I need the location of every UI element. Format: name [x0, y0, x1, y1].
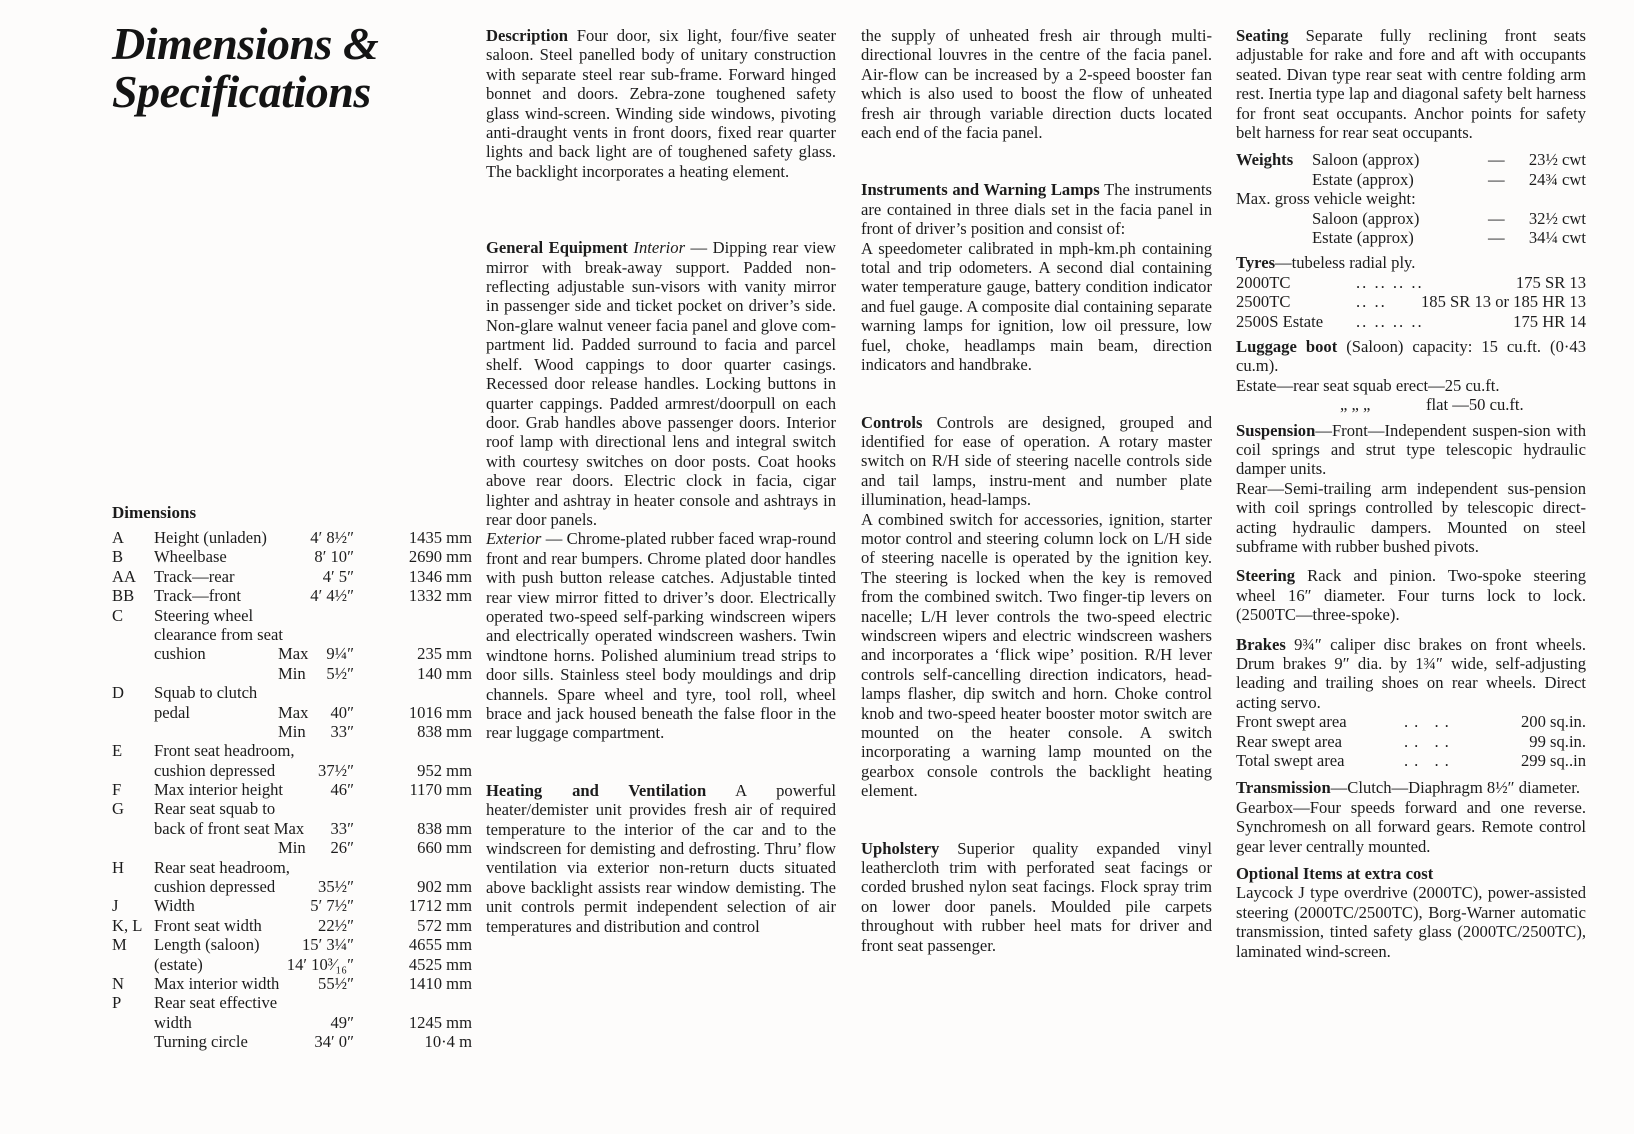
dimension-label: (estate)	[154, 954, 203, 974]
steering-text: Rack and pinion. Two-spoke steering wheel 16″ diameter. Four turns lock to lock. (2500TC—three-spoke).	[1236, 566, 1586, 625]
dimension-label: Length (saloon)	[154, 935, 260, 955]
dimension-label: Squab to clutch	[154, 683, 258, 703]
dimension-imperial: 35½″	[318, 877, 354, 897]
luggage-estate-erect: Estate—rear seat squab erect—25 cu.ft.	[1236, 375, 1500, 395]
dimension-label: cushion depressed	[154, 877, 276, 897]
general-equipment-section	[486, 238, 836, 743]
page-title	[112, 20, 432, 116]
dimension-row	[112, 896, 472, 915]
dimension-row	[112, 955, 472, 974]
dimension-row	[112, 993, 472, 1012]
brake-area-label: Front swept area	[1236, 712, 1347, 732]
dimension-label: Rear seat headroom,	[154, 857, 290, 877]
dimension-metric: 4525 mm	[408, 954, 472, 974]
brake-area-dots: .. ..	[1404, 751, 1455, 771]
weight-row	[1236, 209, 1586, 228]
dimension-code: G	[112, 799, 124, 819]
description-text: Four door, six light, four/five seater saloon. Steel panelled body of unitary construction with separate steel rear sub-frame. Forward hinged bonnet and doors. Zebra-zone toughened safety glass wind-screen. Winding side windows, pivoting anti-draught vents in front doors, fixed rear quarter lights and back light are of toughened safety glass. The backlight incorporates a heating element.	[486, 26, 836, 181]
tyre-size: 185 SR 13 or 185 HR 13	[1420, 292, 1586, 312]
interior-label: Interior	[633, 238, 686, 258]
dimension-metric: 952 mm	[417, 760, 472, 780]
luggage-text: (Saloon) capacity: 15 cu.ft. (0·43 cu.m).	[1236, 336, 1586, 376]
dimension-row	[112, 838, 472, 857]
column-1	[486, 26, 836, 936]
tyre-row	[1236, 292, 1586, 311]
controls-heading: Controls	[861, 412, 923, 432]
dimension-row	[112, 741, 472, 760]
weight-value: 32½ cwt	[1528, 208, 1586, 228]
weight-dash: —	[1488, 169, 1505, 189]
luggage-heading: Luggage boot	[1236, 336, 1338, 356]
dimension-label: width	[154, 1012, 192, 1032]
weight-row	[1236, 189, 1586, 208]
dimension-imperial: 33″	[330, 818, 354, 838]
dimension-imperial: 55½″	[318, 973, 354, 993]
title-line-1: Dimensions &	[112, 18, 379, 69]
dimension-code: N	[112, 973, 124, 993]
brake-area-row	[1236, 732, 1586, 751]
dimension-metric: 1016 mm	[408, 702, 472, 722]
transmission-gearbox: Gearbox—Four speeds forward and one reverse. Synchromesh on all forward gears. Remote control gear lever centrally mounted.	[1236, 797, 1586, 856]
weight-value: 34¼ cwt	[1528, 228, 1586, 247]
instruments-section	[861, 180, 1212, 374]
brake-area-dots: .. ..	[1404, 712, 1455, 732]
dimension-code: H	[112, 857, 124, 877]
suspension-section	[1236, 421, 1586, 557]
dimension-metric: 4655 mm	[408, 935, 472, 955]
brakes-section	[1236, 635, 1586, 713]
transmission-section	[1236, 778, 1586, 856]
weight-label: Saloon (approx)	[1312, 150, 1420, 170]
weight-value: 24¾ cwt	[1528, 169, 1586, 189]
dimension-imperial: 49″	[330, 1012, 354, 1032]
dimension-label: Rear seat effective	[154, 993, 278, 1013]
dimension-label: cushion depressed	[154, 760, 276, 780]
dimension-row	[112, 761, 472, 780]
dimension-code: J	[112, 896, 119, 916]
exterior-text: — Chrome-plated rubber faced wrap-round front and rear bumpers. Chrome plated door handles with push button release catches. Adjustable tinted rear view mirror fitted to driver’s door. Electrically operated two-speed self-parking windscreen wipers and electrically operated windscreen washers. Twin windtone horns. Polished aluminium tread strips to door sills. Stainless steel body mouldings and drip channels. Spare wheel and tyre, tool roll, wheel brace and jack housed beneath the false floor in the rear luggage compartment.	[486, 529, 836, 743]
dimension-sublabel: Max	[278, 644, 309, 664]
seating-heading: Seating	[1236, 26, 1289, 45]
column-2	[861, 26, 1212, 955]
dimension-metric: 838 mm	[417, 721, 472, 741]
dimension-row	[112, 703, 472, 722]
tyre-row	[1236, 312, 1586, 331]
dimension-imperial: 4′ 4½″	[310, 586, 354, 606]
tyre-size: 175 HR 14	[1513, 311, 1586, 331]
weight-row	[1236, 170, 1586, 189]
brake-area-value: 200 sq.in.	[1521, 712, 1586, 732]
heating-text: A powerful heater/demister unit provides fresh air of required temperature to the interior of the car and to the windscreen for demisting and defrosting. Thru’ flow ventilation via exterior non-return ducts situated above backlight assists rear window demisting. The unit controls permit independent selection of air temperatures and distribution and control	[486, 780, 836, 936]
weight-row	[1236, 150, 1586, 169]
dimension-label: Track—rear	[154, 566, 235, 586]
seating-section	[1236, 26, 1586, 142]
heating-heading: Heating and Ventilation	[486, 780, 707, 800]
weights-heading: Weights	[1236, 150, 1294, 170]
dimension-metric: 660 mm	[417, 838, 472, 858]
dimension-row	[112, 780, 472, 799]
weight-row	[1236, 228, 1586, 247]
luggage-estate-flat: flat —50 cu.ft.	[1426, 395, 1524, 415]
dimension-row	[112, 586, 472, 605]
tyres-section	[1236, 253, 1586, 331]
dimension-label: back of front seat Max	[154, 818, 305, 838]
dimension-imperial: 46″	[330, 780, 354, 800]
weight-label: Estate (approx)	[1312, 228, 1414, 247]
dimension-imperial: 14′ 10³⁄₁₆″	[286, 954, 354, 974]
weight-label: Max. gross vehicle weight:	[1236, 189, 1416, 209]
tyres-heading: Tyres	[1236, 253, 1276, 273]
tyre-dots: .. .. .. ..	[1356, 311, 1424, 331]
dimension-metric: 572 mm	[417, 915, 472, 935]
dimension-imperial: 34′ 0″	[314, 1032, 354, 1052]
dimension-code: E	[112, 741, 123, 761]
dimension-imperial: 9¼″	[326, 644, 354, 664]
dimension-row	[112, 877, 472, 896]
heating-continued: the supply of unheated fresh air through multi-directional louvres in the centre of the facia panel. Air-flow can be increased by a 2-speed booster fan which is also used to boost the flow of unheated fresh air through variable direction ducts located each end of the facia panel.	[861, 26, 1212, 143]
dimension-sublabel: Min	[278, 663, 306, 683]
weight-value: 23½ cwt	[1528, 150, 1586, 170]
dimension-row	[112, 722, 472, 741]
dimension-code: K, L	[112, 915, 143, 935]
dimensions-table	[112, 502, 472, 1052]
weight-dash: —	[1488, 208, 1505, 228]
transmission-clutch: —Clutch—Diaphragm 8½″ diameter.	[1330, 778, 1580, 798]
dimension-row	[112, 974, 472, 993]
tyre-dots: .. .. .. ..	[1356, 272, 1424, 292]
dimension-label: Wheelbase	[154, 547, 227, 567]
dimension-label: Turning circle	[154, 1032, 248, 1052]
dimension-imperial: 37½″	[318, 760, 354, 780]
controls-section	[861, 413, 1212, 801]
dimension-label: Max interior width	[154, 973, 280, 993]
suspension-front: —Front—Independent suspen-sion with coil springs and strut type telescopic hydraulic damper units.	[1236, 420, 1586, 479]
dimension-metric: 902 mm	[417, 877, 472, 897]
dimension-metric: 1170 mm	[409, 780, 472, 800]
steering-section	[1236, 566, 1586, 624]
optional-text: Laycock J type overdrive (2000TC), power-assisted steering (2000TC/2500TC), Borg-Warner automatic transmission, tinted safety glass (2000TC/2500TC), laminated wind-screen.	[1236, 883, 1586, 961]
tyres-intro: —tubeless radial ply.	[1275, 253, 1416, 273]
dimension-row	[112, 606, 472, 625]
steering-heading: Steering	[1236, 566, 1295, 586]
dimension-code: A	[112, 528, 124, 547]
suspension-rear: Rear—Semi-trailing arm independent sus-pension with coil springs controlled by telescopic direct-acting hydraulic dampers. Mounted on steel subframe with rubber bushed pivots.	[1236, 478, 1586, 556]
description-heading: Description	[486, 26, 569, 45]
weight-dash: —	[1488, 228, 1505, 247]
dimension-imperial: 4′ 5″	[322, 566, 354, 586]
dimension-label: Max interior height	[154, 780, 284, 800]
weight-label: Estate (approx)	[1312, 169, 1414, 189]
dimension-sublabel: Min	[278, 838, 306, 858]
tyre-size: 175 SR 13	[1515, 272, 1586, 292]
dimension-code: F	[112, 780, 122, 800]
instruments-heading: Instruments and Warning Lamps	[861, 180, 1100, 200]
heating-section	[486, 781, 836, 936]
luggage-ditto-marks: „ „ „	[1340, 395, 1371, 415]
dimension-imperial: 5′ 7½″	[310, 896, 354, 916]
dimensions-rows	[112, 528, 472, 1052]
dimension-imperial: 5½″	[326, 663, 354, 683]
dimension-metric: 235 mm	[417, 644, 472, 664]
dimension-imperial: 4′ 8½″	[310, 528, 354, 547]
dimension-metric: 1712 mm	[408, 896, 472, 916]
instruments-intro: The instruments are contained in three dials set in the facia panel in front of driver’s position and consist of:	[861, 180, 1212, 239]
upholstery-heading: Upholstery	[861, 838, 940, 858]
dimension-label: Steering wheel	[154, 605, 254, 625]
dimension-imperial: 8′ 10″	[314, 547, 354, 567]
dimension-imperial: 33″	[330, 721, 354, 741]
dimension-metric: 838 mm	[417, 818, 472, 838]
dimension-label: Front seat headroom,	[154, 741, 295, 761]
upholstery-text: Superior quality expanded vinyl leathercloth trim with perforated seat facings or corded brushed nylon seat facings. Flock spray trim on lower door panels. Moulded pile carpets throughout with rubber heel mats for driver and front seat passenger.	[861, 838, 1212, 955]
brake-area-label: Total swept area	[1236, 751, 1345, 771]
brake-area-dots: .. ..	[1404, 731, 1455, 751]
instruments-text: A speedometer calibrated in mph-km.ph containing total and trip odometers. A second dial containing water temperature gauge, battery condition indicator and fuel gauge. A composite dial containing separate warning lamps for ignition, low oil pressure, low fuel, choke, headlamps main beam, direction indicators and handbrake.	[861, 238, 1212, 375]
dimension-metric: 10·4 m	[424, 1032, 472, 1052]
controls-text: A combined switch for accessories, ignition, starter motor control and steering column lock on L/H side of steering nacelle is operated by the ignition key. The steering is locked when the key is removed from the combined switch. Two finger-tip levers on nacelle; L/H lever controls the two-speed electric windscreen wipers and electric windscreen washers and incorporates a ‘flick wipe’ position. R/H lever controls self-cancelling direction indicators, head-lamps flasher, dip switch and horn. Choke control knob and two-speed heater booster motor switch are mounted on the heater console. A switch incorporating a warning lamp mounted on the gearbox console controls the backlight heating element.	[861, 509, 1212, 801]
dimension-row	[112, 625, 472, 644]
interior-text: — Dipping rear view mirror with break-away support. Padded non-reflecting adjustable sun-visors with vanity mirror in passenger side and ticket pocket on driver’s side. Non-glare walnut veneer facia panel and glove com-partment lid. Padded surround to facia and parcel shelf. Wood cappings to door quarter casings. Recessed door release handles. Locking buttons in quarter cappings. Padded armrest/doorpull on each door. Grab handles above passenger doors. Interior roof lamp with directional lens and integral switch with courtesy switches on door posts. Coat hooks above rear doors. Electric clock in facia, cigar lighter and ashtray in heater console and ashtrays in rear door panels.	[486, 238, 836, 529]
dimension-metric: 1435 mm	[408, 528, 472, 547]
dimension-code: B	[112, 547, 124, 567]
weight-label: Saloon (approx)	[1312, 208, 1420, 228]
column-3	[1236, 26, 1586, 961]
dimension-code: M	[112, 935, 127, 955]
dimension-code: BB	[112, 586, 135, 606]
seating-text: Separate fully reclining front seats adjustable for rake and fore and aft with occupants seated. Divan type rear seat with centre folding arm rest. Inertia type lap and diagonal safety belt harness for front seat occupants. Anchor points for safety belt harness for rear seat occupants.	[1236, 26, 1587, 143]
dimension-label: Rear seat squab to	[154, 799, 276, 819]
dimension-metric: 2690 mm	[408, 547, 472, 567]
title-line-2: Specifications	[112, 66, 371, 117]
brake-area-row	[1236, 751, 1586, 770]
tyre-dots: .. ..	[1356, 292, 1387, 312]
tyre-row	[1236, 273, 1586, 292]
dimension-row	[112, 528, 472, 547]
dimension-row	[112, 935, 472, 954]
transmission-heading: Transmission	[1236, 778, 1331, 798]
brakes-heading: Brakes	[1236, 634, 1286, 654]
dimension-label: cushion	[154, 644, 206, 664]
general-equipment-heading: General Equipment	[486, 238, 628, 258]
dimension-row	[112, 683, 472, 702]
tyre-model: 2000TC	[1236, 272, 1291, 292]
dimension-sublabel: Max	[278, 702, 309, 722]
dimension-metric: 140 mm	[417, 663, 472, 683]
dimension-imperial: 15′ 3¼″	[301, 935, 354, 955]
dimension-label: pedal	[154, 702, 190, 722]
dimension-code: AA	[112, 566, 136, 586]
weights-section	[1236, 150, 1586, 247]
controls-intro: Controls are designed, grouped and identified for ease of operation. A rotary master switch on R/H side of steering nacelle controls side and tail lamps, instru-ment and number plate illumination, head-lamps.	[861, 412, 1213, 510]
optional-heading: Optional Items at extra cost	[1236, 864, 1434, 884]
dimension-row	[112, 547, 472, 566]
optional-section	[1236, 864, 1586, 961]
dimension-row	[112, 644, 472, 663]
dimension-code: D	[112, 683, 124, 703]
dimension-row	[112, 1032, 472, 1051]
weight-dash: —	[1488, 150, 1505, 170]
dimension-label: Track—front	[154, 586, 241, 606]
brake-area-label: Rear swept area	[1236, 731, 1342, 751]
dimension-sublabel: Min	[278, 721, 306, 741]
upholstery-section	[861, 839, 1212, 955]
brakes-text: 9¾″ caliper disc brakes on front wheels. Drum brakes 9″ dia. by 1¾″ wide, self-adjusting leading and trailing shoes on rear wheels. Direct acting servo.	[1236, 634, 1587, 712]
dimension-row	[112, 664, 472, 683]
dimension-metric: 1332 mm	[408, 586, 472, 606]
luggage-section	[1236, 337, 1586, 376]
dimension-row	[112, 819, 472, 838]
dimension-row	[112, 916, 472, 935]
dimension-metric: 1410 mm	[408, 973, 472, 993]
dimension-label: Width	[154, 896, 195, 916]
dimension-label: Front seat width	[154, 915, 262, 935]
dimension-row	[112, 567, 472, 586]
dimension-label: clearance from seat	[154, 624, 283, 644]
dimension-imperial: 26″	[330, 838, 354, 858]
suspension-heading: Suspension	[1236, 420, 1316, 440]
exterior-label: Exterior	[486, 529, 542, 549]
brake-area-row	[1236, 712, 1586, 731]
tyres-list	[1236, 273, 1586, 331]
dimension-metric: 1346 mm	[408, 566, 472, 586]
brake-area-value: 299 sq..in	[1521, 751, 1586, 771]
dimension-imperial: 22½″	[318, 915, 354, 935]
dimension-row	[112, 1013, 472, 1032]
dimension-code: P	[112, 993, 122, 1013]
dimensions-heading: Dimensions	[112, 503, 197, 522]
dimension-row	[112, 799, 472, 818]
dimension-imperial: 40″	[330, 702, 354, 722]
tyre-model: 2500S Estate	[1236, 311, 1324, 331]
tyre-model: 2500TC	[1236, 292, 1291, 312]
dimension-label: Height (unladen)	[154, 528, 267, 547]
dimension-row	[112, 858, 472, 877]
dimension-code: C	[112, 605, 124, 625]
brake-areas	[1236, 712, 1586, 770]
description-section	[486, 26, 836, 181]
brake-area-value: 99 sq.in.	[1529, 731, 1586, 751]
dimension-metric: 1245 mm	[408, 1012, 472, 1032]
